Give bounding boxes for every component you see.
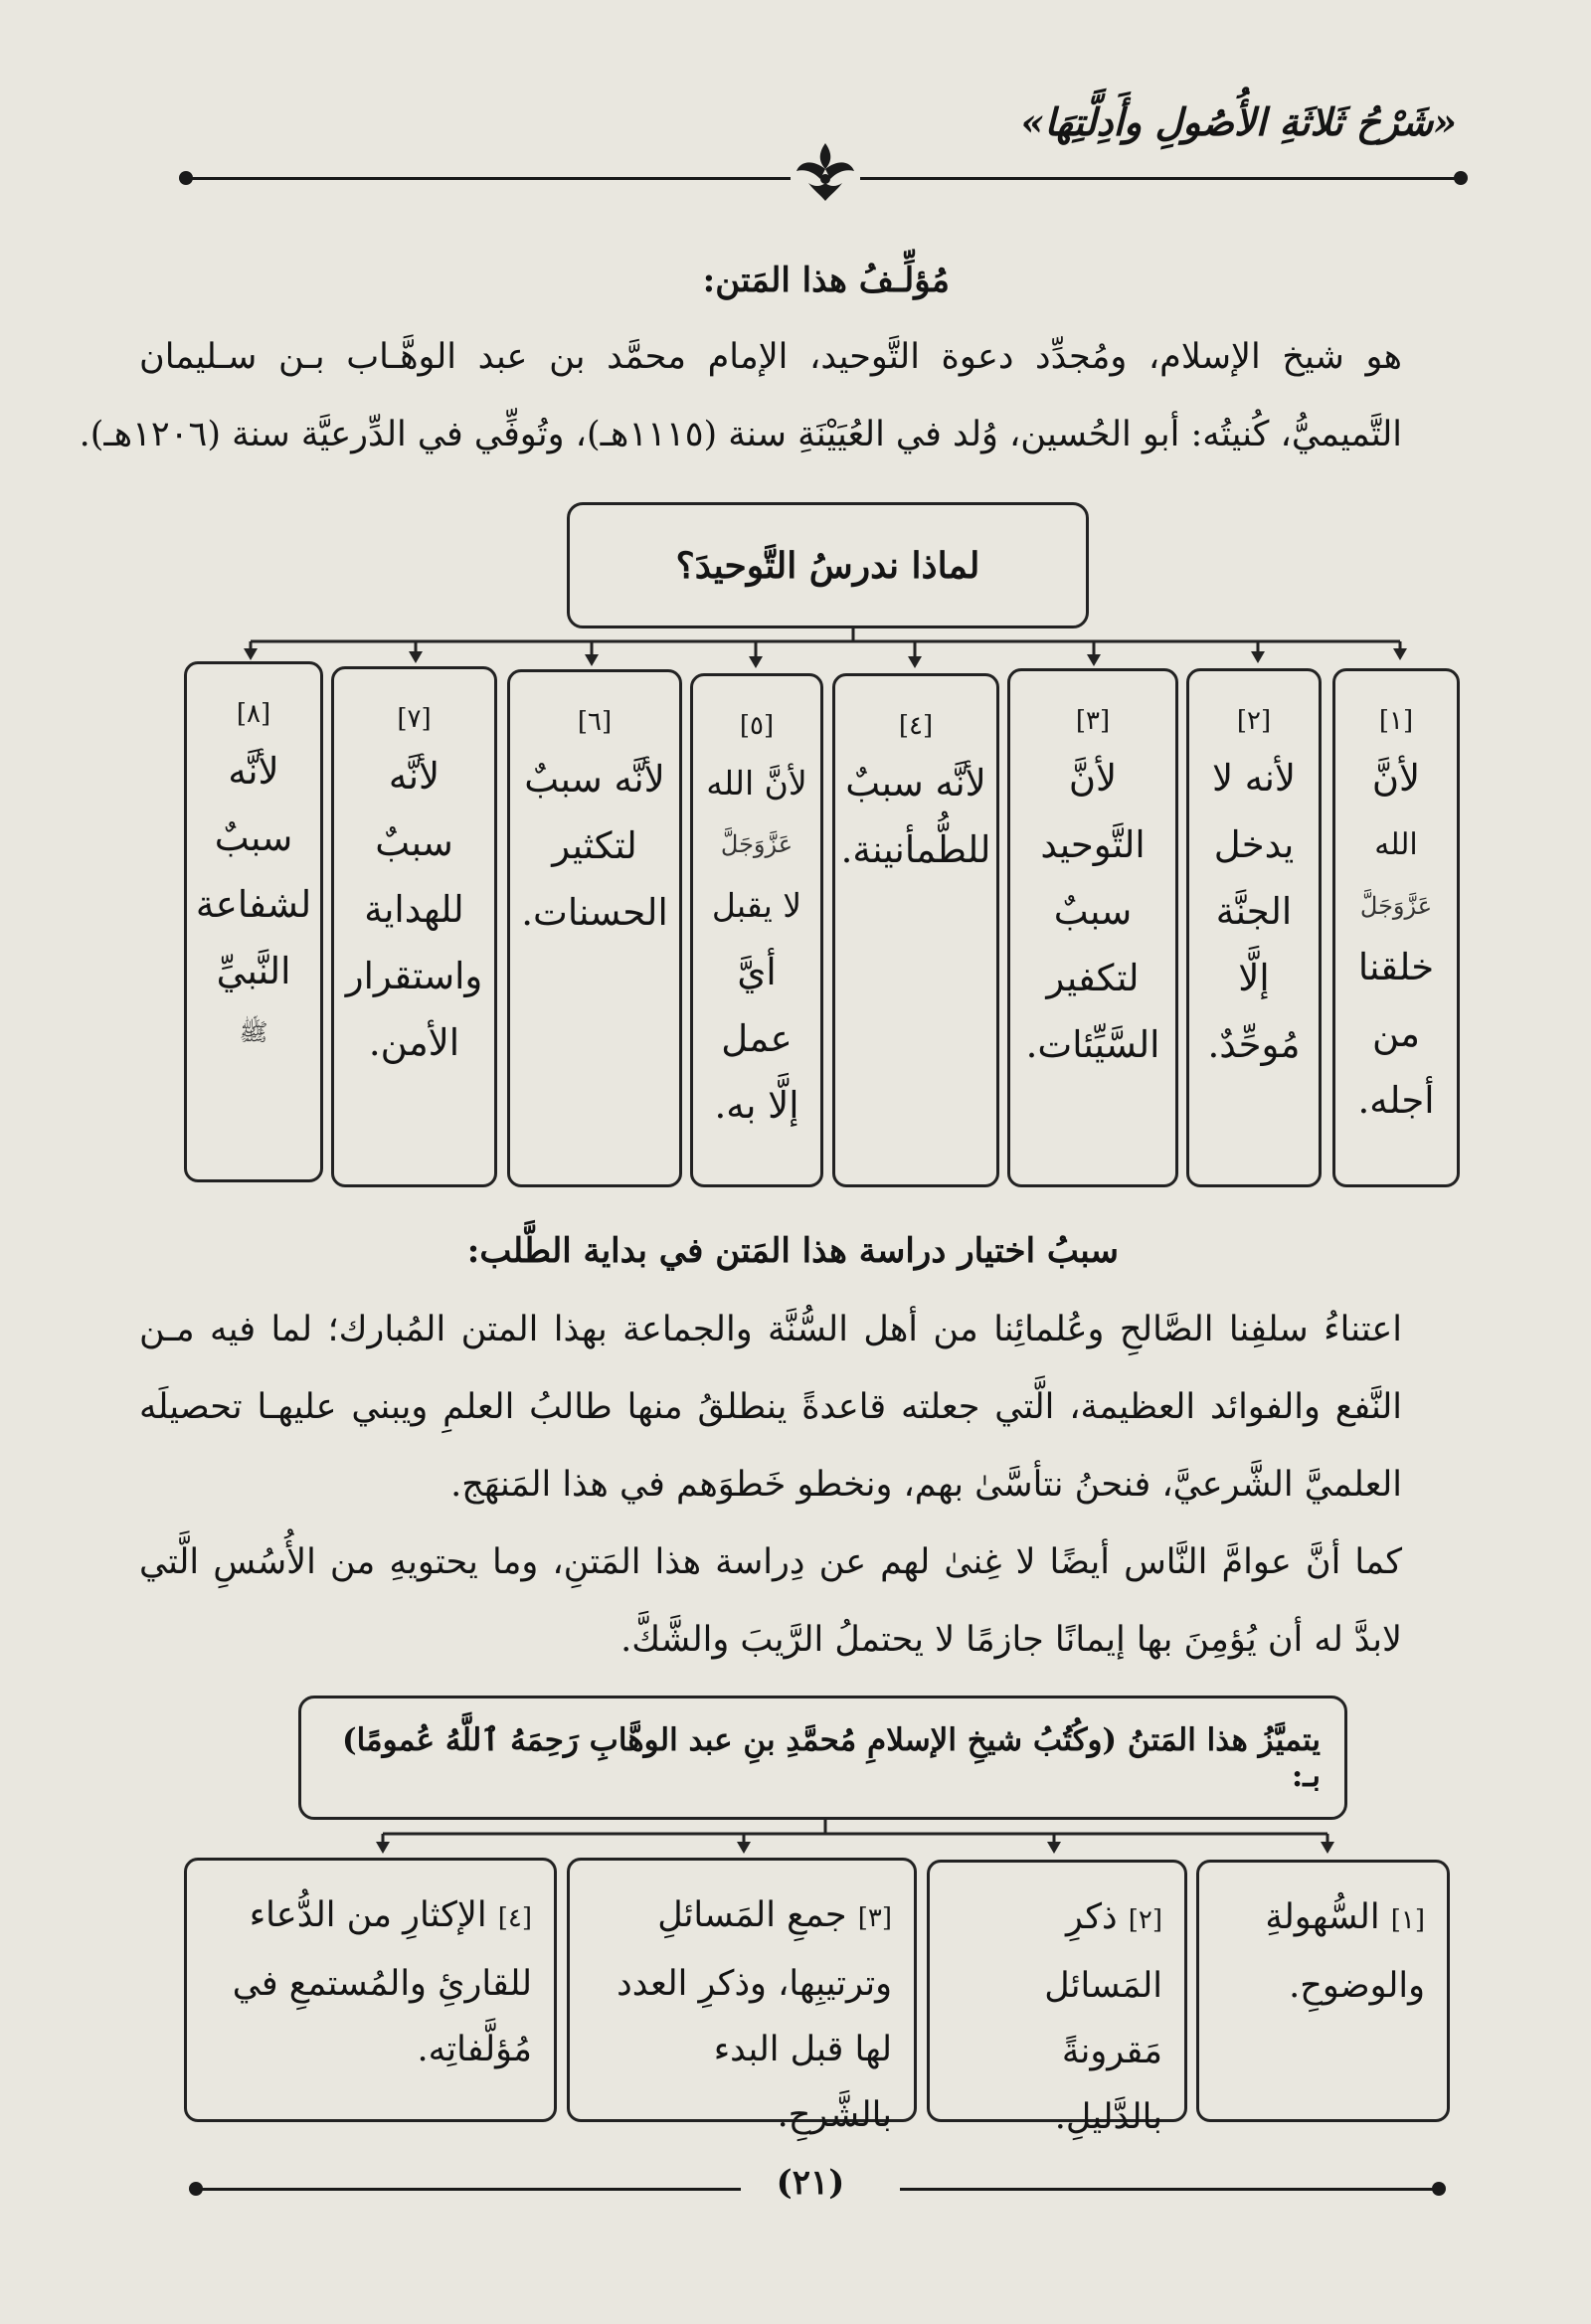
item-text: لأنَّه سببٌ: [524, 758, 665, 801]
feature-line: [952, 1884, 1162, 2019]
feature-item-2: [927, 1860, 1187, 2137]
feature-text: ذكرِ المَسائل: [1044, 1897, 1162, 2006]
item-text: أجله.: [1357, 1079, 1435, 1122]
running-title: «شَرْحُ ثَلاثَةِ الأُصُولِ وأَدِلَّتِهَا»: [1020, 99, 1457, 144]
feature-text: جمعِ المَسائلِ: [657, 1895, 847, 1935]
item-number: [١]: [1378, 706, 1414, 736]
item-text: لأنَّ: [1068, 757, 1118, 800]
item-text: إلَّا به.: [714, 1084, 799, 1127]
item-text: من: [1372, 1012, 1420, 1055]
item-text: إلَّا: [1238, 957, 1270, 999]
item-text: الأمن.: [368, 1021, 460, 1064]
item-text: لشفاعة: [195, 883, 312, 926]
item-number: [٦]: [577, 707, 613, 737]
reason-paragraph-2: [139, 1523, 1402, 1679]
feature-text: مُؤلَّفاتِه.: [417, 2030, 532, 2069]
item-text: الله: [1374, 827, 1418, 862]
item-text: لأنَّه: [388, 755, 441, 798]
why-tawhid-item-2: [1186, 668, 1322, 1187]
feature-line: [209, 1882, 532, 1951]
item-text: واستقرار: [345, 955, 483, 997]
author-line-2: التَّميميُّ، كُنيتُه: أبو الحُسين، وُلد في العُيَيْنَةِ سنة (١١١٥هـ)، وتُوفِّي في الدِّرعيَّة سنة (١٢٠٦هـ).: [79, 415, 1402, 454]
why-tawhid-item-1: [1332, 668, 1460, 1187]
item-text: سببٌ: [375, 821, 453, 864]
item-text: خلقنا: [1357, 946, 1435, 988]
reason-p2-line-1: كما أنَّ عوامَّ النَّاس أيضًا لا غِنىٰ لهم عن دِراسة هذا المَتنِ، وما يحتويهِ من الأُسُسِ الَّتي: [139, 1542, 1402, 1582]
feature-text: السُّهولةِ: [1265, 1897, 1380, 1937]
item-text: لأنَّه: [228, 750, 279, 793]
item-text: الجنَّة: [1215, 890, 1293, 933]
footer-rule-left: [194, 2188, 741, 2191]
why-tawhid-item-5: [690, 673, 823, 1187]
feature-item-4: [184, 1858, 557, 2122]
item-text: يدخل: [1213, 823, 1295, 866]
why-tawhid-title-box: لماذا ندرسُ التَّوحيدَ؟: [567, 502, 1089, 628]
why-tawhid-item-7: [331, 666, 497, 1187]
honorific-glyph: عَزَّوَجَلَّ: [720, 830, 794, 858]
item-text: الحسنات.: [521, 891, 668, 934]
feature-number: [٤]: [497, 1903, 532, 1933]
page-number: (٢١): [776, 2163, 845, 2203]
reason-p1-line-2: النَّفع والفوائد العظيمة، الَّتي جعلته قاعدةً ينطلقُ منها طالبُ العلمِ ويبني عليهـا تحصيلَه: [139, 1387, 1402, 1427]
item-number: [٤]: [898, 711, 934, 741]
item-text: السَّيِّئات.: [1025, 1023, 1160, 1066]
reason-p2-line-2: لابدَّ له أن يُؤمِنَ بها إيمانًا جازمًا لا يحتملُ الرَّيبَ والشَّكَّ.: [620, 1620, 1402, 1660]
feature-text: وترتيبِها، وذكرِ العدد: [617, 1964, 892, 2004]
feature-number: [٣]: [857, 1903, 892, 1933]
footer-rule-dot-right: [1432, 2182, 1446, 2196]
item-text: لا يقبل: [711, 886, 802, 925]
features-title-box: يتميَّزُ هذا المَتنُ (وكُتُبُ شيخِ الإسلامِ مُحمَّدِ بنِ عبد الوهَّابِ رَحِمَهُ ٱللَّهُ عُمومًا) بـ:: [298, 1696, 1347, 1820]
footer-rule-right: [900, 2188, 1442, 2191]
item-number: [٧]: [397, 704, 432, 734]
feature-text: الإكثارِ من الدُّعاء: [249, 1895, 487, 1935]
item-text: التَّوحيد: [1040, 823, 1146, 866]
feature-number: [١]: [1390, 1905, 1425, 1935]
reason-p1-line-1: اعتناءُ سلفِنا الصَّالحِ وعُلمائِنا من أهل السُّنَّة والجماعة بهذا المتن المُبارك؛ لما فيه مـن: [139, 1310, 1402, 1349]
item-text: أيَّ: [737, 951, 777, 993]
feature-text: لها قبل البدء بالشَّرحِ.: [713, 2030, 892, 2135]
why-tawhid-item-6: [507, 669, 682, 1187]
item-text: لأنَّه سببٌ: [845, 762, 986, 804]
feature-text: والوضوحِ.: [1289, 1966, 1425, 2006]
footer-rule-dot-left: [189, 2182, 203, 2196]
item-text: لتكثير: [552, 824, 637, 867]
item-number: [٢]: [1236, 706, 1272, 736]
feature-item-3: [567, 1858, 917, 2135]
feature-item-1: [1196, 1860, 1450, 2122]
item-text: لأنه لا: [1211, 757, 1297, 800]
author-heading: مُؤلِّـفُ هذا المَتن:: [702, 261, 950, 300]
item-number: [٨]: [236, 699, 271, 729]
item-text: للطُّمأنينة.: [840, 828, 991, 871]
why-tawhid-item-8: [184, 661, 323, 1182]
honorific-glyph: عَزَّوَجَلَّ: [1359, 892, 1433, 920]
feature-line: [1221, 1884, 1425, 1953]
item-text: لأنَّ الله: [706, 764, 807, 803]
item-number: [٣]: [1075, 706, 1111, 736]
item-text: النَّبيِّ: [216, 950, 291, 992]
honorific-glyph: ﷺ: [239, 1018, 268, 1046]
item-text: سببٌ: [214, 816, 293, 859]
item-text: عمل: [721, 1017, 793, 1060]
item-text: للهداية: [364, 888, 464, 931]
why-tawhid-item-3: [1007, 668, 1178, 1187]
feature-text: للقارئِ والمُستمعِ في: [232, 1964, 532, 2004]
author-line-1: هو شيخ الإسلام، ومُجدِّد دعوة التَّوحيد، الإمام محمَّد بن عبد الوهَّـاب بـن سـليمان: [139, 337, 1402, 377]
item-text: سببٌ: [1053, 890, 1133, 933]
item-text: لتكفير: [1046, 957, 1140, 999]
item-text: مُوحِّدٌ.: [1207, 1023, 1301, 1066]
why-tawhid-item-4: [832, 673, 999, 1187]
item-number: [٥]: [739, 711, 775, 741]
feature-text: مَقرونةً بالدَّليلِ.: [1054, 2032, 1162, 2137]
feature-line: [592, 1882, 892, 1951]
feature-number: [٢]: [1128, 1905, 1162, 1935]
reason-heading: سببُ اختيار دراسة هذا المَتن في بداية الطَّلب:: [466, 1231, 1119, 1271]
reason-paragraph-1: [139, 1291, 1402, 1523]
item-text: لأنَّ: [1371, 757, 1421, 800]
reason-p1-line-3: العلميَّ الشَّرعيَّ، فنحنُ نتأسَّىٰ بهم، ونخطو خَطوَهم في هذا المَنهَج.: [450, 1465, 1402, 1505]
